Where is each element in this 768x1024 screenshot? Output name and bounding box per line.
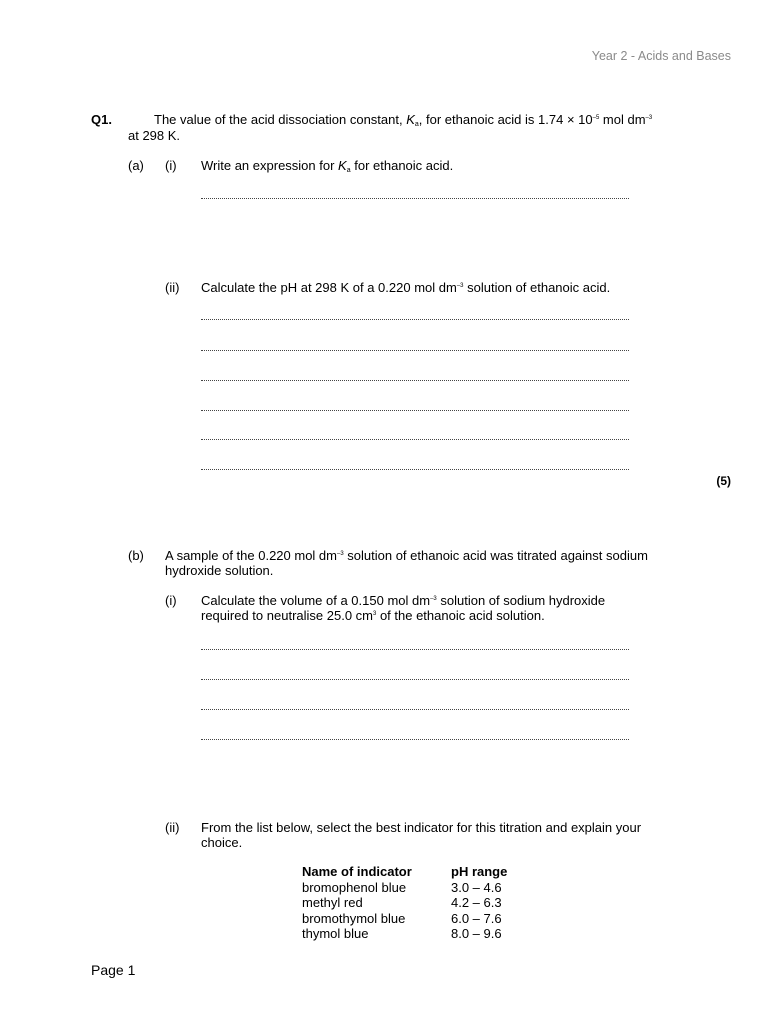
- part-b-i-line-2: required to neutralise 25.0 $cm^3$ of the ethanoic acid solution.: [201, 608, 545, 623]
- part-b-label: (b): [128, 548, 144, 563]
- answer-line[interactable]: [201, 739, 629, 740]
- page-number: Page 1: [91, 962, 136, 978]
- answer-line[interactable]: [201, 679, 629, 680]
- part-b-i-label: (i): [165, 593, 177, 608]
- part-b-ii-label: (ii): [165, 820, 180, 835]
- indicator-name: bromothymol blue: [302, 910, 406, 926]
- answer-line[interactable]: [201, 198, 629, 199]
- answer-line[interactable]: [201, 380, 629, 381]
- answer-line[interactable]: [201, 410, 629, 411]
- column-header-indicator: Name of indicator: [302, 864, 412, 879]
- part-a-ii-label: (ii): [165, 280, 180, 295]
- part-a-i-text: Write an expression for $K_a$ for ethanoic acid.: [201, 158, 454, 174]
- table-row: [302, 895, 507, 911]
- answer-line[interactable]: [201, 319, 629, 320]
- indicator-name: methyl red: [302, 895, 363, 910]
- question-number: Q1.: [91, 112, 112, 127]
- answer-line[interactable]: [201, 709, 629, 710]
- part-b-ii-line-2: choice.: [201, 835, 243, 850]
- ph-range: 4.2 – 6.3: [451, 895, 502, 910]
- indicator-name: bromophenol blue: [302, 879, 407, 895]
- answer-line[interactable]: [201, 469, 629, 470]
- part-b-i-line-1: Calculate the volume of a 0.150 mol $dm^{-3}$ solution of sodium hydroxide: [201, 593, 606, 608]
- table-row: [302, 926, 507, 942]
- table-row: [302, 880, 507, 896]
- answer-line[interactable]: [201, 439, 629, 440]
- ph-range: 8.0 – 9.6: [451, 926, 502, 941]
- ph-range: 3.0 – 4.6: [451, 879, 502, 895]
- page-header-title: Year 2 - Acids and Bases: [591, 49, 731, 63]
- question-stem-line-1: The value of the acid dissociation constant, $K_a$, for ethanoic acid is $1.74 \times 10^{-5}$ mol $dm^{-3}$: [154, 112, 653, 128]
- table-row: [302, 911, 507, 927]
- part-a-label: (a): [128, 158, 144, 173]
- table-header-row: [302, 864, 507, 880]
- answer-line[interactable]: [201, 350, 629, 351]
- column-header-ph-range: pH range: [451, 864, 508, 879]
- ph-range: 6.0 – 7.6: [451, 910, 502, 926]
- part-a-ii-text: Calculate the pH at 298 K of a 0.220 mol $dm^{-3}$ solution of ethanoic acid.: [201, 280, 611, 295]
- part-a-i-label: (i): [165, 158, 177, 173]
- indicator-name: thymol blue: [302, 926, 369, 941]
- part-b-intro-line-1: A sample of the 0.220 mol $dm^{-3}$ solution of ethanoic acid was titrated against sodium: [165, 548, 648, 563]
- question-stem-line-2: at 298 K.: [128, 128, 181, 143]
- answer-line[interactable]: [201, 649, 629, 650]
- part-b-ii-line-1: From the list below, select the best indicator for this titration and explain your: [201, 820, 642, 835]
- part-b-intro-line-2: hydroxide solution.: [165, 563, 274, 578]
- indicator-table: [302, 864, 507, 942]
- marks-allocation: (5): [716, 474, 731, 488]
